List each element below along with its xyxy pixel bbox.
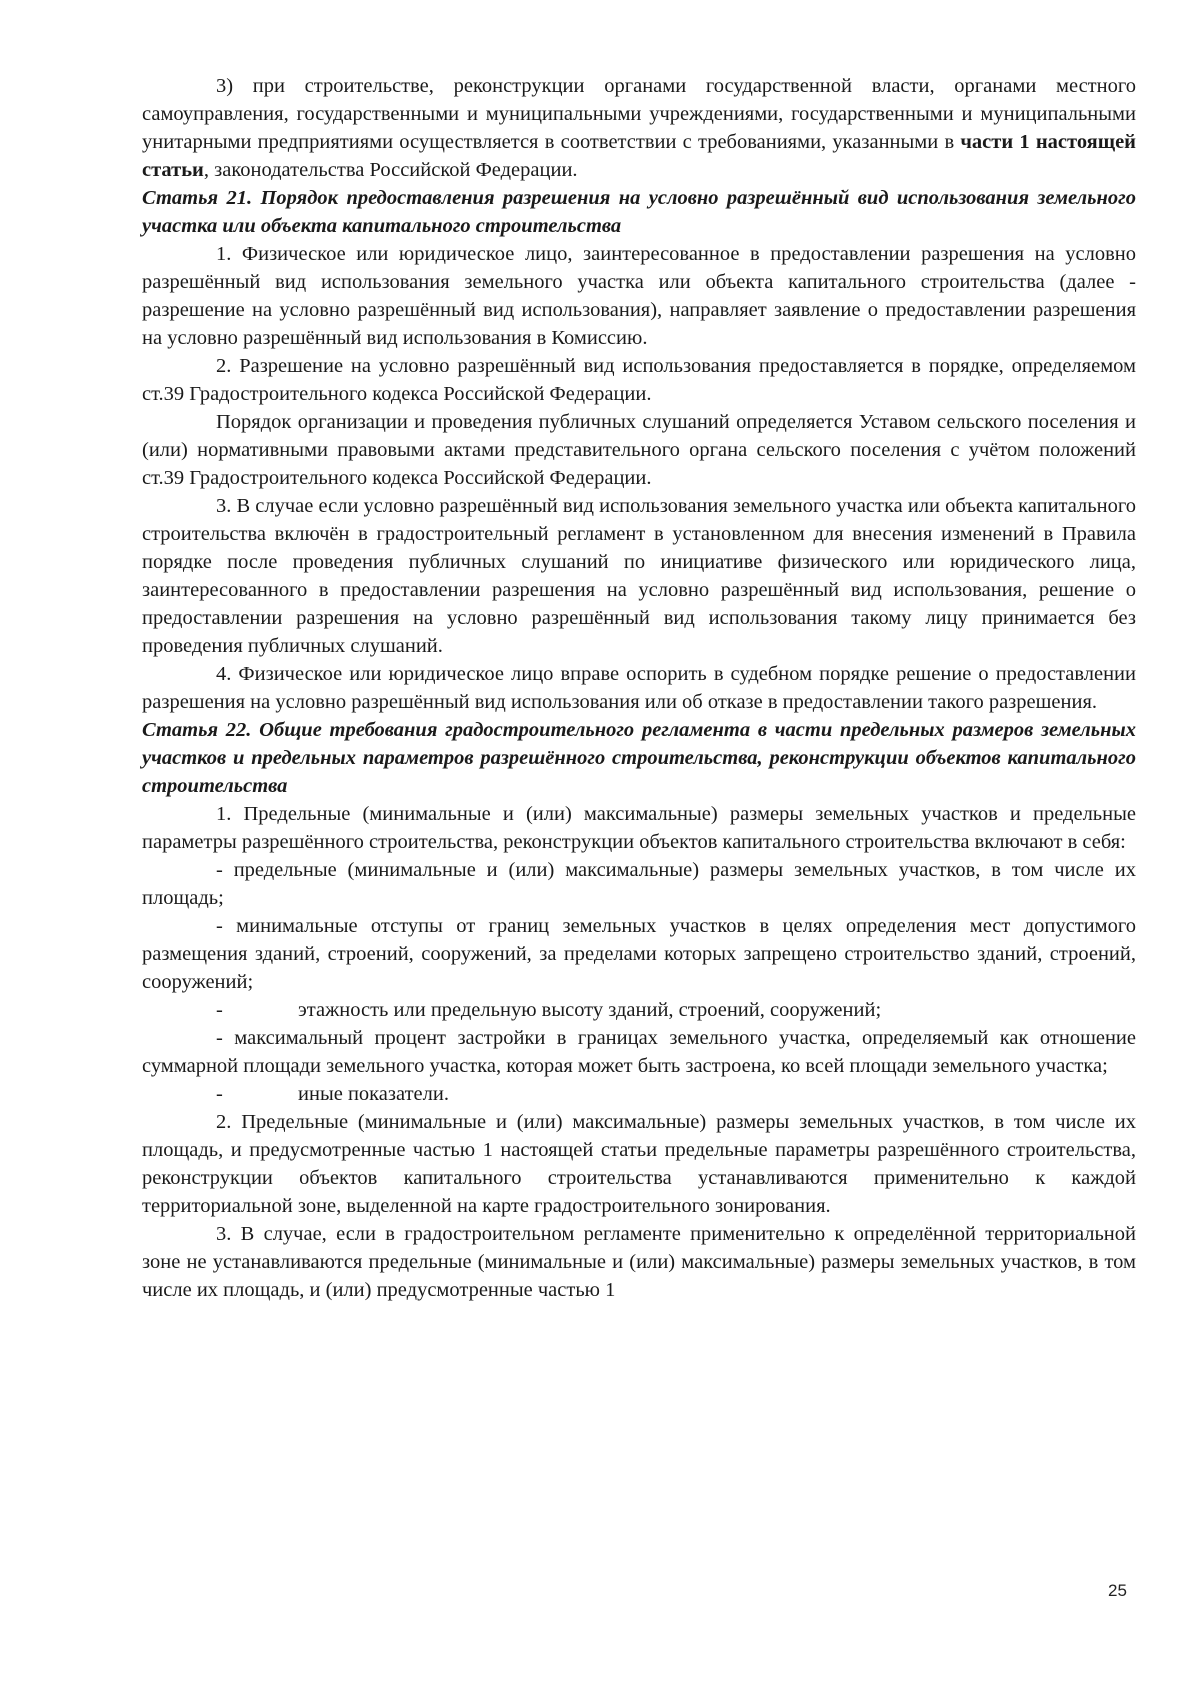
article-21-paragraph-4: 4. Физическое или юридическое лицо вправе оспорить в судебном порядке решение о предоставлении разрешения на условно разрешённый вид использования или об отказе в предоставлении такого разрешения. xyxy=(142,663,1136,713)
article-22-paragraph-1: 1. Предельные (минимальные и (или) максимальные) размеры земельных участков и предельные параметры разрешённого строительства, реконструкции объектов капитального строительства включают в себя: xyxy=(142,803,1136,853)
bold-reference: части 1 настоящей статьи xyxy=(142,131,1136,181)
list-item-text: иные показатели. xyxy=(298,1083,449,1105)
list-item-building-percent: - максимальный процент застройки в границах земельного участка, определяемый как отношение суммарной площади земельного участка, которая может быть застроена, ко всей площади земельного участка; xyxy=(142,1027,1136,1077)
article-21-paragraph-1: 1. Физическое или юридическое лицо, заинтересованное в предоставлении разрешения на условно разрешённый вид использования земельного участка или объекта капитального строительства (далее - разрешение на условно разрешённый вид использования), направляет заявление о предоставлении разрешения на условно разрешённый вид использования в Комиссию. xyxy=(142,243,1136,349)
paragraph-item-3 xyxy=(142,72,1136,184)
article-21-paragraph-3: 3. В случае если условно разрешённый вид использования земельного участка или объекта капитального строительства включён в градостроительный регламент в установленном для внесения изменений в Правила порядке после проведения публичных слушаний по инициативе физического или юридического лица, заинтересованного в предоставлении разрешения на условно разрешённый вид использования, решение о предоставлении разрешения на условно разрешённый вид использования такому лицу принимается без проведения публичных слушаний. xyxy=(142,495,1136,657)
list-item-plot-sizes: - предельные (минимальные и (или) максимальные) размеры земельных участков, в том числе их площадь; xyxy=(142,859,1136,909)
article-22-paragraph-3: 3. В случае, если в градостроительном регламенте применительно к определённой территориальной зоне не устанавливаются предельные (минимальные и (или) максимальные) размеры земельных участков, в том числе их площадь, и (или) предусмотренные частью 1 xyxy=(142,1223,1136,1301)
list-item-text: этажность или предельную высоту зданий, строений, сооружений; xyxy=(298,999,882,1021)
list-dash: - xyxy=(216,1083,223,1105)
article-21-title: Статья 21. Порядок предоставления разрешения на условно разрешённый вид использования земельного участка или объекта капитального строительства xyxy=(142,187,1136,237)
list-dash: - xyxy=(216,999,223,1021)
article-21-paragraph-procedure: Порядок организации и проведения публичных слушаний определяется Уставом сельского поселения и (или) нормативными правовыми актами представительного органа сельского поселения с учётом положений ст.39 Градостроительного кодекса Российской Федерации. xyxy=(142,411,1136,489)
article-21-paragraph-2: 2. Разрешение на условно разрешённый вид использования предоставляется в порядке, определяемом ст.39 Градостроительного кодекса Российской Федерации. xyxy=(142,355,1136,405)
paragraph-text: 3) при строительстве, реконструкции органами государственной власти, органами местного самоуправления, государственными и муниципальными учреждениями, государственными и муниципальными унитарными предприятиями осуществляется в соответствии с требованиями, указанными в xyxy=(142,75,1136,153)
list-item-floors xyxy=(142,996,1136,1024)
document-page xyxy=(142,72,1136,1304)
article-22-title: Статья 22. Общие требования градостроительного регламента в части предельных размеров земельных участков и предельных параметров разрешённого строительства, реконструкции объектов капитального строительства xyxy=(142,719,1136,797)
list-item-setbacks: - минимальные отступы от границ земельных участков в целях определения мест допустимого размещения зданий, строений, сооружений, за пределами которых запрещено строительство зданий, строений, сооружений; xyxy=(142,915,1136,993)
paragraph-text: , законодательства Российской Федерации. xyxy=(203,159,578,181)
list-item-other xyxy=(142,1080,1136,1108)
article-22-paragraph-2: 2. Предельные (минимальные и (или) максимальные) размеры земельных участков, в том числе их площадь, и предусмотренные частью 1 настоящей статьи предельные параметры разрешённого строительства, реконструкции объектов капитального строительства устанавливаются применительно к каждой территориальной зоне, выделенной на карте градостроительного зонирования. xyxy=(142,1111,1136,1217)
page-number: 25 xyxy=(1108,1581,1127,1600)
